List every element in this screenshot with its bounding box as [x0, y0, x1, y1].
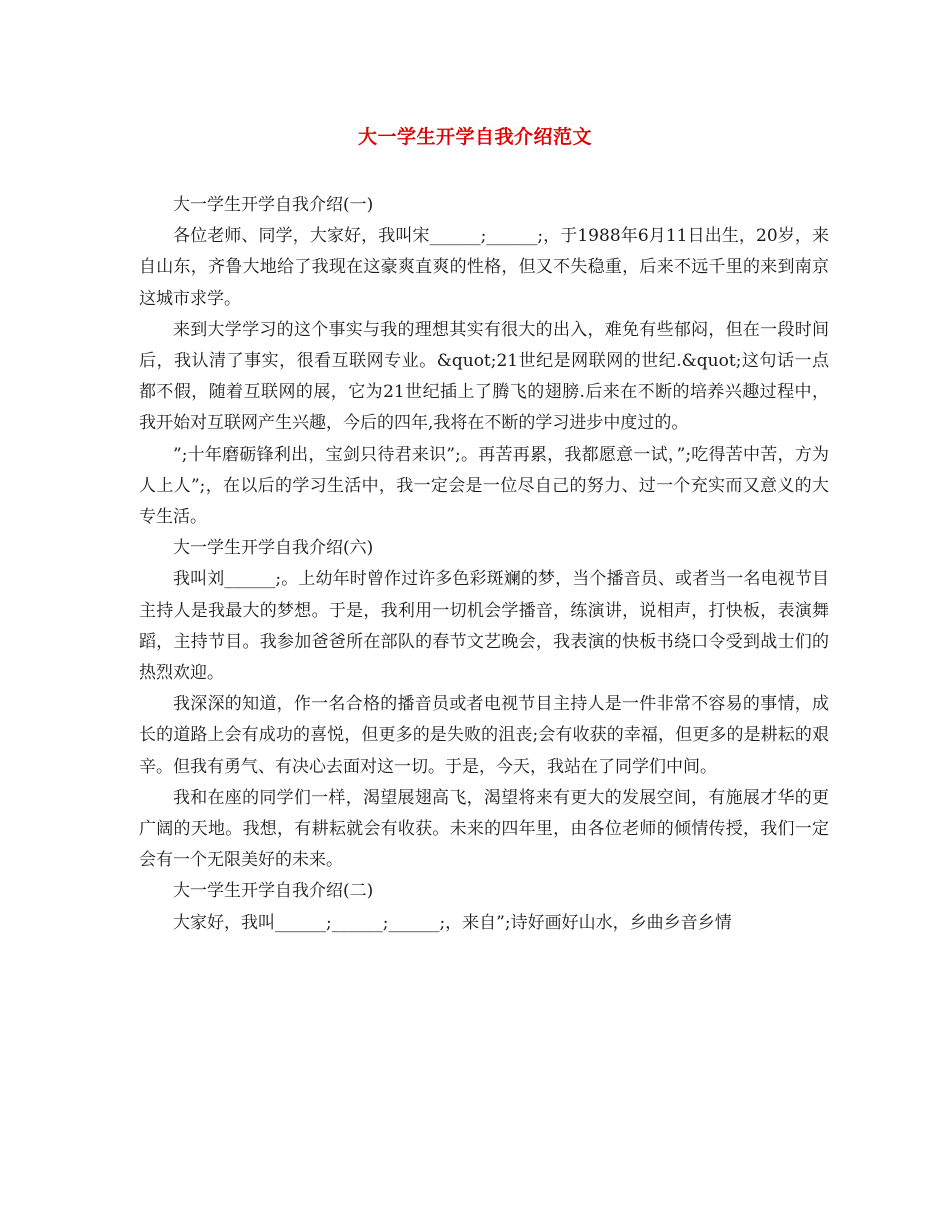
- paragraph: 各位老师、同学，大家好，我叫宋______;______;，于1988年6月11日出生，20岁，来自山东，齐鲁大地给了我现在这豪爽直爽的性格，但又不失稳重，后来不远千里的来到南京这城市求学。: [139, 226, 829, 309]
- paragraph: 来到大学学习的这个事实与我的理想其实有很大的出入，难免有些郁闷，但在一段时间后，我认清了事实，很看互联网专业。&quot;21世纪是网联网的世纪.&quot;这句话一点都不假，随着互联网的展，它为21世纪插上了腾飞的翅膀.后来在不断的培养兴趣过程中，我开始对互联网产生兴趣，今后的四年,我将在不断的学习进步中度过的。: [139, 319, 829, 434]
- paragraph: 我和在座的同学们一样，渴望展翅高飞，渴望将来有更大的发展空间，有施展才华的更广阔的天地。我想，有耕耘就会有收获。未来的四年里，由各位老师的倾情传授，我们一定会有一个无限美好的未来。: [139, 787, 829, 871]
- section-heading: 大一学生开学自我介绍(六): [173, 538, 374, 559]
- paragraph: 我深深的知道，作一名合格的播音员或者电视节目主持人是一件非常不容易的事情，成长的道路上会有成功的喜悦，但更多的是失败的沮丧;会有收获的幸福，但更多的是耕耘的艰辛。但我有勇气、有决心去面对这一切。于是，今天，我站在了同学们中间。: [139, 694, 829, 777]
- section-heading: 大一学生开学自我介绍(二): [173, 881, 374, 902]
- paragraph: 我叫刘______;。上幼年时曾作过许多色彩斑斓的梦，当个播音员、或者当一名电视节目主持人是我最大的梦想。于是，我利用一切机会学播音，练演讲，说相声，打快板，表演舞蹈，主持节目。我参加爸爸所在部队的春节文艺晚会，我表演的快板书绕口令受到战士们的热烈欢迎。: [139, 569, 829, 684]
- paragraph: ”;十年磨砺锋利出，宝剑只待君来识”;。再苦再累，我都愿意一试，”;吃得苦中苦，方为人上人”;，在以后的学习生活中，我一定会是一位尽自己的努力、过一个充实而又意义的大专生活。: [139, 444, 829, 528]
- document-body: [139, 190, 829, 939]
- paragraph: 大家好，我叫______;______;______;，来自”;诗好画好山水，乡曲乡音乡情: [173, 912, 732, 933]
- document-title: 大一学生开学自我介绍范文: [357, 126, 592, 148]
- section-heading: 大一学生开学自我介绍(一): [173, 195, 374, 215]
